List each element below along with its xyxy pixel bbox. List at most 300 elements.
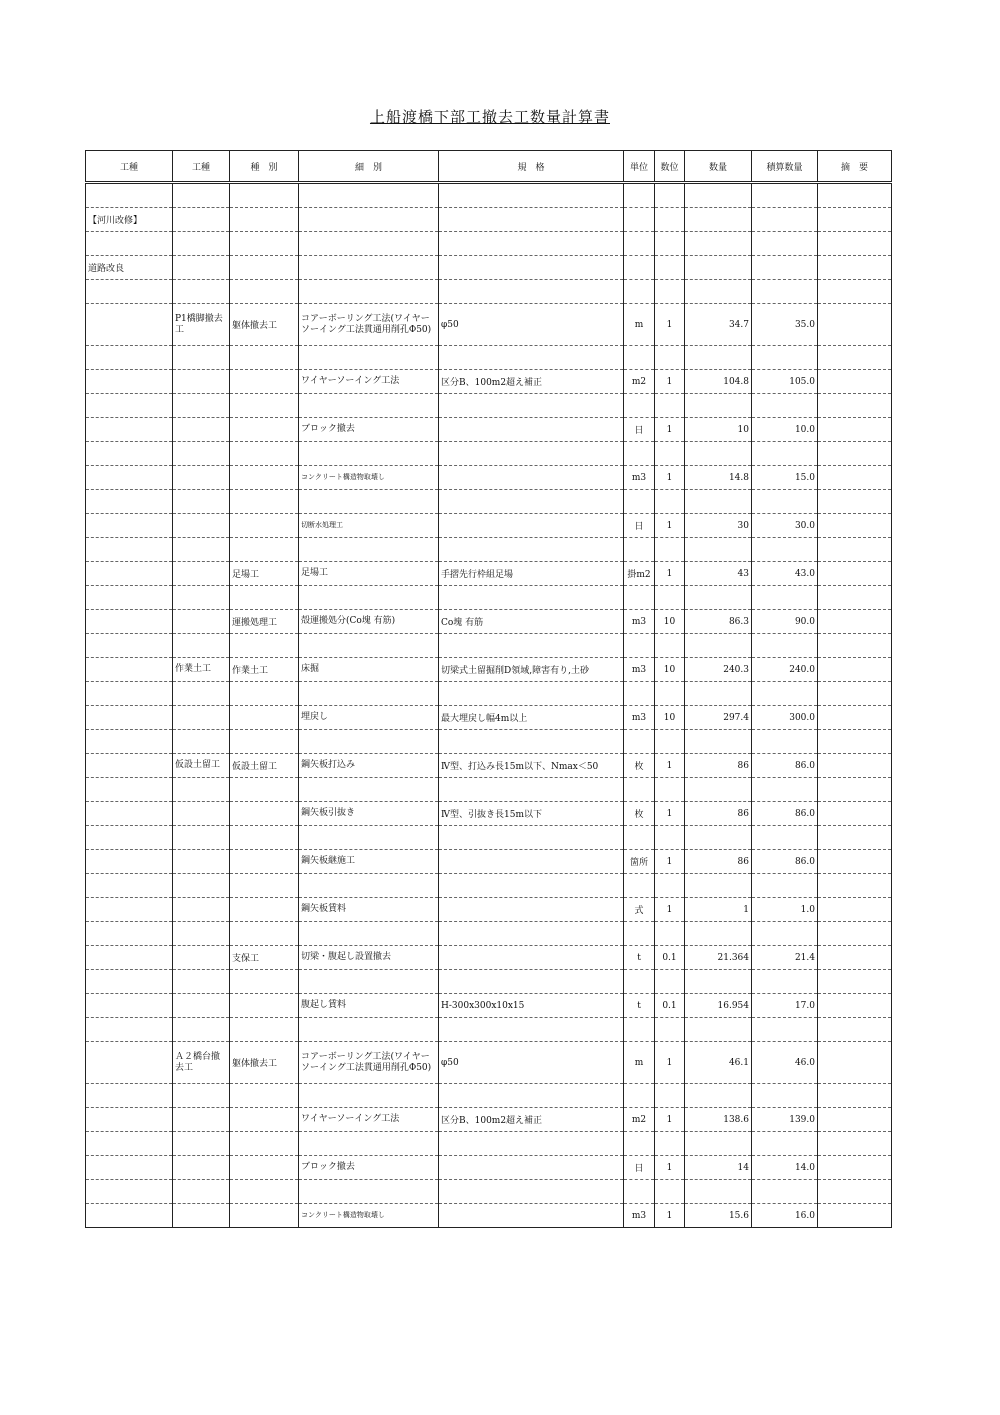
spec-cell — [439, 418, 624, 442]
empty-cell — [685, 826, 752, 850]
detail-cell: 鋼矢板賃料 — [299, 898, 439, 922]
empty-cell — [818, 1132, 892, 1156]
digit-cell: 1 — [655, 802, 685, 826]
empty-cell — [685, 586, 752, 610]
estimate-cell: 15.0 — [752, 466, 818, 490]
estimate-cell: 86.0 — [752, 850, 818, 874]
table-row — [86, 1108, 892, 1132]
table-row — [86, 466, 892, 490]
empty-cell — [655, 394, 685, 418]
note-cell — [818, 706, 892, 730]
empty-cell — [818, 730, 892, 754]
empty-cell — [86, 634, 173, 658]
empty-cell — [752, 490, 818, 514]
empty-cell — [299, 826, 439, 850]
category-cell: 躯体撤去工 — [230, 304, 299, 346]
empty-cell — [752, 442, 818, 466]
empty-cell — [685, 280, 752, 304]
empty-cell — [818, 346, 892, 370]
empty-cell — [655, 634, 685, 658]
category-cell — [230, 466, 299, 490]
detail-cell: 殻運搬処分(Co塊 有筋) — [299, 610, 439, 634]
spacer-row — [86, 874, 892, 898]
work-type-cell — [86, 610, 173, 634]
category-cell — [230, 802, 299, 826]
spacer-row — [86, 1180, 892, 1204]
empty-cell — [655, 1132, 685, 1156]
empty-cell — [655, 826, 685, 850]
work-type-cell — [86, 658, 173, 682]
empty-cell — [624, 346, 655, 370]
document-title: 上船渡橋下部工撤去工数量計算書 — [369, 108, 610, 126]
note-cell — [818, 994, 892, 1018]
empty-cell — [439, 256, 624, 280]
quantity-cell: 30 — [685, 514, 752, 538]
work-type-cell — [86, 1108, 173, 1132]
empty-cell — [818, 490, 892, 514]
empty-cell — [439, 232, 624, 256]
spacer-row — [86, 1084, 892, 1108]
empty-cell — [752, 1018, 818, 1042]
empty-cell — [299, 490, 439, 514]
note-cell — [818, 658, 892, 682]
work-type-cell — [86, 706, 173, 730]
empty-cell — [752, 586, 818, 610]
empty-cell — [624, 586, 655, 610]
empty-cell — [439, 922, 624, 946]
spacer-row — [86, 586, 892, 610]
work-type-cell — [86, 370, 173, 394]
empty-cell — [752, 1132, 818, 1156]
empty-cell — [818, 1084, 892, 1108]
spec-cell — [439, 850, 624, 874]
empty-cell — [86, 442, 173, 466]
empty-cell — [685, 874, 752, 898]
empty-cell — [299, 538, 439, 562]
header-cell: 種 別 — [230, 151, 299, 183]
empty-cell — [86, 922, 173, 946]
empty-cell — [230, 874, 299, 898]
spec-cell: φ50 — [439, 304, 624, 346]
empty-cell — [86, 1018, 173, 1042]
spec-cell — [439, 946, 624, 970]
empty-cell — [299, 280, 439, 304]
digit-cell: 10 — [655, 610, 685, 634]
empty-cell — [299, 634, 439, 658]
spacer-row — [86, 538, 892, 562]
empty-cell — [624, 730, 655, 754]
empty-cell — [685, 208, 752, 232]
category-cell — [230, 514, 299, 538]
empty-cell — [230, 1132, 299, 1156]
unit-cell: m3 — [624, 706, 655, 730]
digit-cell: 1 — [655, 1042, 685, 1084]
unit-cell: 日 — [624, 1156, 655, 1180]
empty-cell — [624, 232, 655, 256]
spacer-row — [86, 634, 892, 658]
empty-cell — [685, 490, 752, 514]
empty-cell — [752, 346, 818, 370]
spacer-row — [86, 346, 892, 370]
work-type2-cell — [173, 514, 230, 538]
empty-cell — [86, 280, 173, 304]
empty-cell — [655, 586, 685, 610]
empty-cell — [230, 490, 299, 514]
quantity-cell: 43 — [685, 562, 752, 586]
work-type2-cell: Ａ２橋台撤去工 — [173, 1042, 230, 1084]
empty-cell — [86, 490, 173, 514]
empty-cell — [624, 280, 655, 304]
work-type2-cell: 作業土工 — [173, 658, 230, 682]
table-row — [86, 802, 892, 826]
empty-cell — [685, 346, 752, 370]
empty-cell — [752, 970, 818, 994]
empty-cell — [439, 730, 624, 754]
detail-cell: 切断水処理工 — [299, 514, 439, 538]
empty-cell — [86, 682, 173, 706]
empty-cell — [752, 1180, 818, 1204]
spec-cell: H-300x300x10x15 — [439, 994, 624, 1018]
empty-cell — [752, 394, 818, 418]
quantity-cell: 46.1 — [685, 1042, 752, 1084]
digit-cell: 1 — [655, 514, 685, 538]
note-cell — [818, 562, 892, 586]
empty-cell — [86, 730, 173, 754]
note-cell — [818, 1042, 892, 1084]
estimate-cell: 90.0 — [752, 610, 818, 634]
detail-cell: 鋼矢板引抜き — [299, 802, 439, 826]
work-type2-cell — [173, 1108, 230, 1132]
table-row — [86, 304, 892, 346]
empty-cell — [299, 730, 439, 754]
work-type2-cell — [173, 946, 230, 970]
empty-cell — [818, 778, 892, 802]
empty-cell — [173, 970, 230, 994]
work-type2-cell — [173, 802, 230, 826]
empty-cell — [655, 232, 685, 256]
digit-cell: 1 — [655, 898, 685, 922]
empty-cell — [439, 874, 624, 898]
spacer-row — [86, 183, 892, 208]
spacer-row — [86, 682, 892, 706]
work-type-cell — [86, 304, 173, 346]
empty-cell — [624, 256, 655, 280]
work-type-cell — [86, 1204, 173, 1228]
digit-cell: 1 — [655, 562, 685, 586]
spacer-row — [86, 1018, 892, 1042]
note-cell — [818, 898, 892, 922]
spec-cell: Co塊 有筋 — [439, 610, 624, 634]
empty-cell — [86, 346, 173, 370]
empty-cell — [230, 586, 299, 610]
table-row — [86, 370, 892, 394]
empty-cell — [439, 442, 624, 466]
empty-cell — [299, 183, 439, 208]
empty-cell — [299, 1084, 439, 1108]
empty-cell — [439, 586, 624, 610]
empty-cell — [230, 394, 299, 418]
empty-cell — [752, 538, 818, 562]
empty-cell — [230, 1084, 299, 1108]
empty-cell — [685, 730, 752, 754]
detail-cell: ブロック撤去 — [299, 1156, 439, 1180]
header-cell: 規 格 — [439, 151, 624, 183]
empty-cell — [230, 778, 299, 802]
empty-cell — [655, 490, 685, 514]
empty-cell — [173, 1018, 230, 1042]
work-type2-cell — [173, 370, 230, 394]
quantity-cell: 240.3 — [685, 658, 752, 682]
empty-cell — [685, 394, 752, 418]
section-label: 道路改良 — [86, 256, 173, 280]
category-cell: 支保工 — [230, 946, 299, 970]
digit-cell: 1 — [655, 466, 685, 490]
empty-cell — [173, 208, 230, 232]
empty-cell — [818, 634, 892, 658]
empty-cell — [685, 682, 752, 706]
empty-cell — [624, 970, 655, 994]
empty-cell — [818, 442, 892, 466]
empty-cell — [173, 394, 230, 418]
work-type2-cell — [173, 850, 230, 874]
category-cell — [230, 706, 299, 730]
empty-cell — [439, 208, 624, 232]
empty-cell — [299, 346, 439, 370]
empty-cell — [685, 1084, 752, 1108]
quantity-table — [85, 150, 892, 1228]
table-row — [86, 610, 892, 634]
spacer-row — [86, 280, 892, 304]
note-cell — [818, 466, 892, 490]
note-cell — [818, 946, 892, 970]
spec-cell: 切梁式土留掘削D領域,障害有り,土砂 — [439, 658, 624, 682]
detail-cell: 腹起し賃料 — [299, 994, 439, 1018]
digit-cell: 1 — [655, 1204, 685, 1228]
detail-cell: 切梁・腹起し設置撤去 — [299, 946, 439, 970]
work-type-cell — [86, 1156, 173, 1180]
empty-cell — [818, 394, 892, 418]
empty-cell — [655, 346, 685, 370]
empty-cell — [299, 256, 439, 280]
spacer-row — [86, 778, 892, 802]
unit-cell: m2 — [624, 1108, 655, 1132]
category-cell — [230, 850, 299, 874]
note-cell — [818, 1108, 892, 1132]
empty-cell — [173, 826, 230, 850]
spec-cell: 最大埋戻し幅4m以上 — [439, 706, 624, 730]
note-cell — [818, 1204, 892, 1228]
empty-cell — [86, 826, 173, 850]
empty-cell — [655, 730, 685, 754]
work-type-cell — [86, 946, 173, 970]
quantity-cell: 86.3 — [685, 610, 752, 634]
empty-cell — [299, 208, 439, 232]
work-type2-cell: 仮設土留工 — [173, 754, 230, 778]
note-cell — [818, 802, 892, 826]
work-type-cell — [86, 1042, 173, 1084]
quantity-cell: 86 — [685, 850, 752, 874]
spec-cell: φ50 — [439, 1042, 624, 1084]
estimate-cell: 17.0 — [752, 994, 818, 1018]
empty-cell — [624, 490, 655, 514]
empty-cell — [624, 1084, 655, 1108]
category-cell — [230, 1156, 299, 1180]
unit-cell: 箇所 — [624, 850, 655, 874]
empty-cell — [624, 682, 655, 706]
empty-cell — [818, 256, 892, 280]
digit-cell: 0.1 — [655, 946, 685, 970]
quantity-cell: 86 — [685, 802, 752, 826]
unit-cell: m — [624, 304, 655, 346]
empty-cell — [818, 874, 892, 898]
empty-cell — [230, 634, 299, 658]
empty-cell — [173, 1132, 230, 1156]
empty-cell — [86, 1084, 173, 1108]
empty-cell — [173, 442, 230, 466]
empty-cell — [752, 874, 818, 898]
empty-cell — [299, 1180, 439, 1204]
work-type-cell — [86, 466, 173, 490]
empty-cell — [439, 1180, 624, 1204]
work-type-cell — [86, 514, 173, 538]
work-type-cell — [86, 898, 173, 922]
empty-cell — [655, 1084, 685, 1108]
empty-cell — [752, 634, 818, 658]
empty-cell — [685, 634, 752, 658]
empty-cell — [818, 538, 892, 562]
work-type-cell — [86, 802, 173, 826]
empty-cell — [752, 183, 818, 208]
unit-cell: m3 — [624, 610, 655, 634]
estimate-cell: 1.0 — [752, 898, 818, 922]
digit-cell: 1 — [655, 1156, 685, 1180]
empty-cell — [86, 538, 173, 562]
detail-cell: 床掘 — [299, 658, 439, 682]
empty-cell — [299, 970, 439, 994]
empty-cell — [685, 183, 752, 208]
quantity-cell: 21.364 — [685, 946, 752, 970]
empty-cell — [752, 256, 818, 280]
work-type2-cell — [173, 898, 230, 922]
digit-cell: 1 — [655, 850, 685, 874]
digit-cell: 1 — [655, 418, 685, 442]
estimate-cell: 21.4 — [752, 946, 818, 970]
table-row — [86, 514, 892, 538]
estimate-cell: 105.0 — [752, 370, 818, 394]
empty-cell — [818, 970, 892, 994]
empty-cell — [299, 874, 439, 898]
digit-cell: 1 — [655, 304, 685, 346]
empty-cell — [173, 183, 230, 208]
unit-cell: 日 — [624, 514, 655, 538]
empty-cell — [173, 1180, 230, 1204]
empty-cell — [173, 346, 230, 370]
empty-cell — [173, 538, 230, 562]
empty-cell — [230, 208, 299, 232]
empty-cell — [439, 1132, 624, 1156]
empty-cell — [752, 280, 818, 304]
empty-cell — [439, 183, 624, 208]
empty-cell — [173, 586, 230, 610]
empty-cell — [655, 970, 685, 994]
empty-cell — [655, 538, 685, 562]
empty-cell — [818, 232, 892, 256]
empty-cell — [439, 538, 624, 562]
estimate-cell: 35.0 — [752, 304, 818, 346]
empty-cell — [685, 442, 752, 466]
category-cell — [230, 898, 299, 922]
estimate-cell: 14.0 — [752, 1156, 818, 1180]
detail-cell: コンクリート構造物取壊し — [299, 1204, 439, 1228]
empty-cell — [230, 232, 299, 256]
empty-cell — [655, 778, 685, 802]
digit-cell: 10 — [655, 706, 685, 730]
note-cell — [818, 1156, 892, 1180]
unit-cell: t — [624, 946, 655, 970]
empty-cell — [299, 682, 439, 706]
spec-cell: 区分B、100m2超え補正 — [439, 1108, 624, 1132]
detail-cell: コアーボーリング工法(ワイヤーソーイング工法貫通用削孔Φ50) — [299, 1042, 439, 1084]
empty-cell — [439, 970, 624, 994]
empty-cell — [439, 1018, 624, 1042]
empty-cell — [818, 586, 892, 610]
empty-cell — [230, 183, 299, 208]
estimate-cell: 86.0 — [752, 754, 818, 778]
empty-cell — [173, 256, 230, 280]
empty-cell — [439, 1084, 624, 1108]
empty-cell — [86, 1180, 173, 1204]
table-row — [86, 1042, 892, 1084]
unit-cell: m3 — [624, 658, 655, 682]
empty-cell — [624, 778, 655, 802]
table-row — [86, 946, 892, 970]
empty-cell — [230, 1018, 299, 1042]
work-type-cell — [86, 994, 173, 1018]
estimate-cell: 86.0 — [752, 802, 818, 826]
table-row — [86, 418, 892, 442]
work-type2-cell — [173, 706, 230, 730]
spec-cell — [439, 466, 624, 490]
spacer-row — [86, 442, 892, 466]
category-cell: 足場工 — [230, 562, 299, 586]
note-cell — [818, 418, 892, 442]
empty-cell — [818, 1018, 892, 1042]
empty-cell — [624, 826, 655, 850]
empty-cell — [624, 874, 655, 898]
work-type-cell — [86, 562, 173, 586]
empty-cell — [86, 874, 173, 898]
empty-cell — [685, 1018, 752, 1042]
digit-cell: 1 — [655, 754, 685, 778]
category-cell — [230, 418, 299, 442]
empty-cell — [439, 394, 624, 418]
unit-cell: 日 — [624, 418, 655, 442]
empty-cell — [655, 208, 685, 232]
spec-cell — [439, 1204, 624, 1228]
empty-cell — [173, 1084, 230, 1108]
spec-cell: Ⅳ型、打込み長15m以下、Nmax＜50 — [439, 754, 624, 778]
spec-cell: Ⅳ型、引抜き長15m以下 — [439, 802, 624, 826]
work-type2-cell — [173, 418, 230, 442]
note-cell — [818, 304, 892, 346]
empty-cell — [439, 682, 624, 706]
empty-cell — [624, 922, 655, 946]
empty-cell — [818, 826, 892, 850]
empty-cell — [299, 232, 439, 256]
empty-cell — [655, 280, 685, 304]
empty-cell — [655, 1018, 685, 1042]
empty-cell — [624, 634, 655, 658]
